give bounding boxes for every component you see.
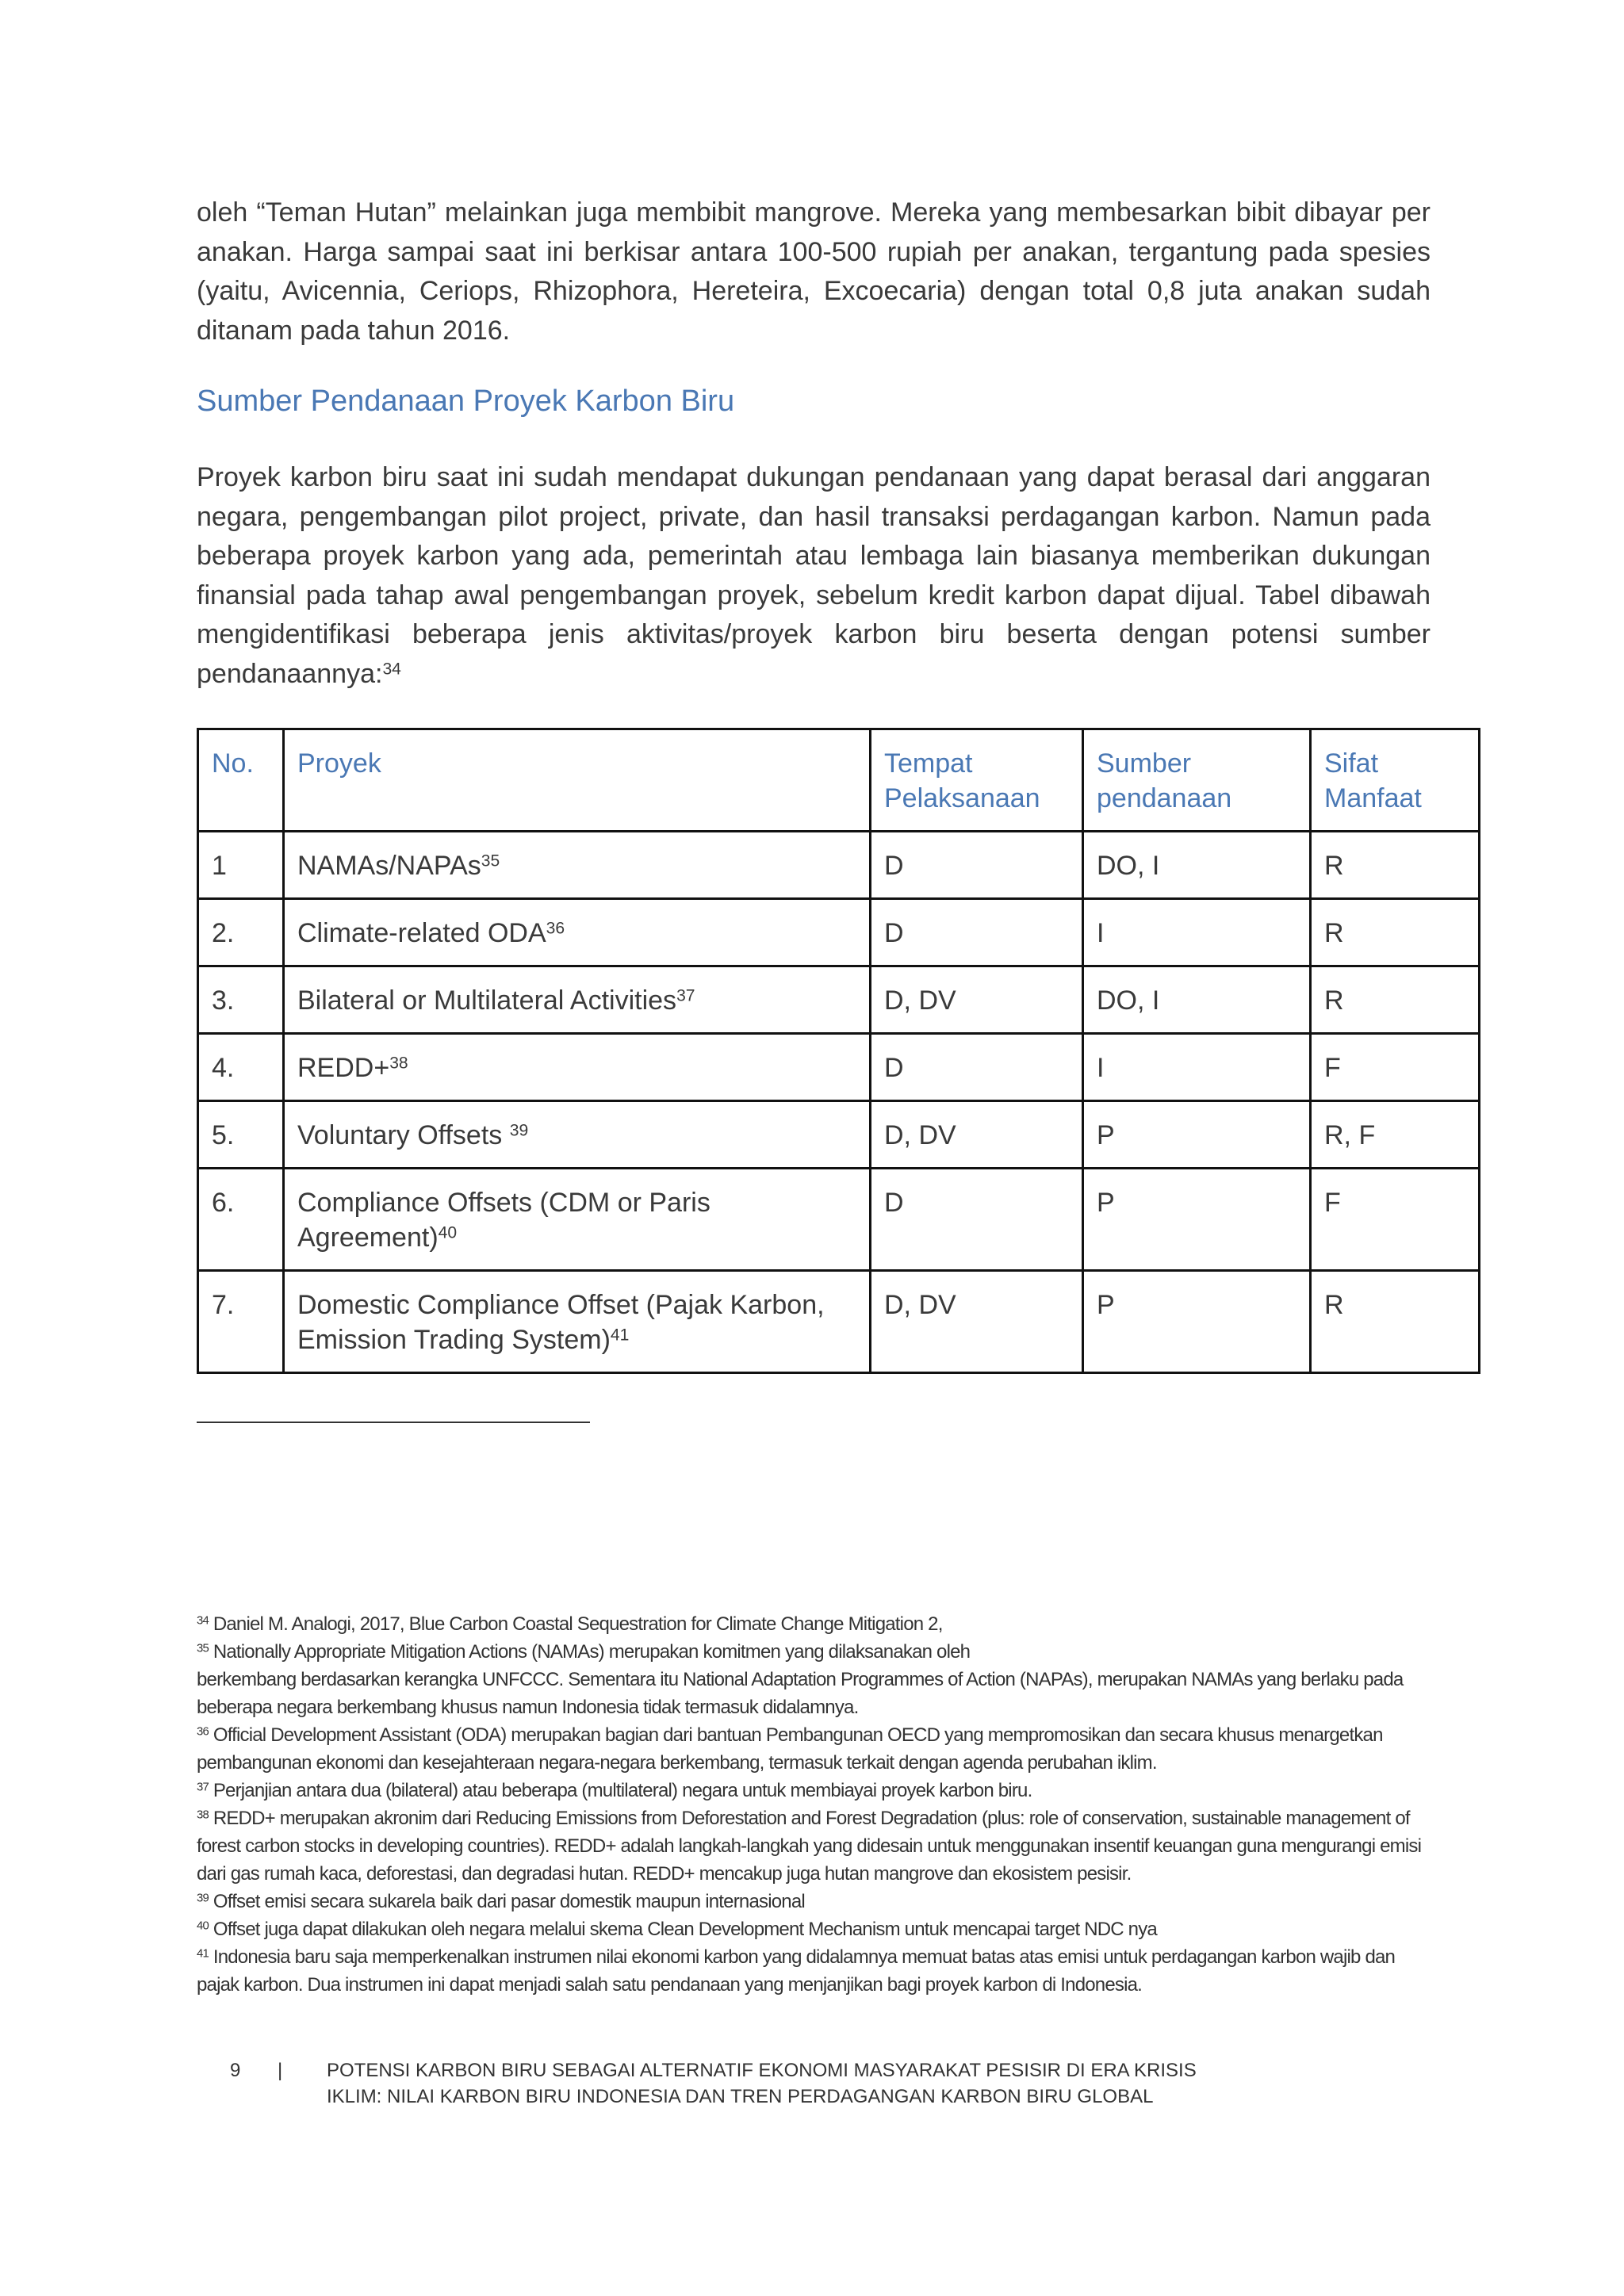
header-sumber: Sumber pendanaan <box>1083 729 1311 832</box>
cell-sifat: R, F <box>1311 1101 1480 1169</box>
footnote-text: Nationally Appropriate Mitigation Actions (NAMAs) merupakan komitmen yang dilaksanakan oleh <box>208 1641 971 1663</box>
cell-no: 1 <box>198 832 284 899</box>
cell-proyek <box>284 832 871 899</box>
intro-paragraph <box>197 193 1431 350</box>
intro-paragraph-text: oleh “Teman Hutan” melainkan juga membibit mangrove. Mereka yang membesarkan bibit dibayar per anakan. Harga sampai saat ini berkisar antara 100-500 rupiah per anakan, tergantung pada spesies (yaitu, Avicennia, Ceriops, Rhizophora, Hereteira, Excoecaria) dengan total 0,8 juta anakan sudah ditanam pada tahun 2016. <box>197 197 1431 346</box>
header-tempat: Tempat Pelaksanaan <box>871 729 1083 832</box>
footnote-ref: 40 <box>438 1223 458 1242</box>
header-proyek: Proyek <box>284 729 871 832</box>
cell-proyek-text: Bilateral or Multilateral Activities <box>297 985 677 1016</box>
footnote-separator <box>197 1422 590 1423</box>
cell-tempat: D <box>871 1169 1083 1271</box>
header-no: No. <box>198 729 284 832</box>
cell-proyek <box>284 899 871 966</box>
cell-sifat: F <box>1311 1169 1480 1271</box>
cell-tempat: D <box>871 832 1083 899</box>
footnote-text: REDD+ merupakan akronim dari Reducing Emissions from Deforestation and Forest Degradation (plus: role of conservation, sustainable management of forest carbon stocks in developing countries). REDD+ adalah langkah-langkah yang didesain untuk menggunakan insentif keuangan guna mengurangi emisi dari gas rumah kaca, deforestasi, dan degradasi hutan. REDD+ mencakup juga hutan mangrove dan ekosistem pesisir. <box>197 1808 1422 1885</box>
cell-proyek <box>284 1034 871 1101</box>
footnote-ref: 39 <box>509 1121 529 1140</box>
footnote <box>197 1610 1431 1638</box>
cell-no: 3. <box>198 966 284 1034</box>
cell-proyek <box>284 1101 871 1169</box>
body-paragraph <box>197 458 1431 694</box>
cell-sifat: R <box>1311 966 1480 1034</box>
table-row <box>198 1169 1480 1271</box>
cell-tempat: D, DV <box>871 966 1083 1034</box>
footnote-number: 37 <box>197 1781 209 1794</box>
footnote <box>197 1915 1431 1943</box>
cell-proyek <box>284 1169 871 1271</box>
footnote-text: Offset juga dapat dilakukan oleh negara melalui skema Clean Development Mechanism untuk mencapai target NDC nya <box>208 1919 1157 1940</box>
footnote-continuation <box>197 1666 1431 1721</box>
cell-tempat: D <box>871 1034 1083 1101</box>
cell-sumber: DO, I <box>1083 966 1311 1034</box>
table-row <box>198 966 1480 1034</box>
cell-sumber: DO, I <box>1083 832 1311 899</box>
funding-table <box>197 728 1480 1374</box>
footnote-ref: 35 <box>481 851 500 871</box>
cell-tempat: D, DV <box>871 1271 1083 1373</box>
section-heading: Sumber Pendanaan Proyek Karbon Biru <box>197 385 735 418</box>
footnote-text: Perjanjian antara dua (bilateral) atau beberapa (multilateral) negara untuk membiayai proyek karbon biru. <box>208 1780 1032 1801</box>
footer-title-line: IKLIM: NILAI KARBON BIRU INDONESIA DAN TREN PERDAGANGAN KARBON BIRU GLOBAL <box>327 2086 1154 2107</box>
footnote-number: 40 <box>197 1919 209 1933</box>
footnote <box>197 1943 1431 1999</box>
footnote-ref: 36 <box>546 919 565 938</box>
cell-sifat: R <box>1311 1271 1480 1373</box>
footnote <box>197 1721 1431 1777</box>
footnote-number: 36 <box>197 1725 209 1739</box>
table-row <box>198 1101 1480 1169</box>
footnote-number: 38 <box>197 1808 209 1822</box>
cell-proyek-text: NAMAs/NAPAs <box>297 851 481 881</box>
cell-proyek <box>284 1271 871 1373</box>
footnote-text: Indonesia baru saja memperkenalkan instrumen nilai ekonomi karbon yang didalamnya memuat batas atas emisi untuk perdagangan karbon wajib dan pajak karbon. Dua instrumen ini dapat menjadi salah satu pendanaan yang menjanjikan bagi proyek karbon di Indonesia. <box>197 1946 1396 1996</box>
cell-sifat: F <box>1311 1034 1480 1101</box>
page-number: 9 <box>230 2060 241 2081</box>
cell-no: 7. <box>198 1271 284 1373</box>
footnote <box>197 1777 1431 1804</box>
cell-proyek-text: Domestic Compliance Offset (Pajak Karbon, Emission Trading System) <box>297 1290 825 1355</box>
cell-no: 5. <box>198 1101 284 1169</box>
table-row <box>198 1271 1480 1373</box>
footnote-number: 34 <box>197 1614 209 1628</box>
footnote-ref: 37 <box>676 986 695 1005</box>
cell-sifat: R <box>1311 899 1480 966</box>
footnote-number: 35 <box>197 1642 209 1655</box>
cell-proyek <box>284 966 871 1034</box>
cell-proyek-text: Voluntary Offsets <box>297 1120 510 1150</box>
cell-sumber: P <box>1083 1271 1311 1373</box>
footnote-text: Official Development Assistant (ODA) merupakan bagian dari bantuan Pembangunan OECD yang mempromosikan dan secara khusus menargetkan pembangunan ekonomi dan kesejahteraan negara-negara berkembang, termasuk terkait dengan agenda perubahan iklim. <box>197 1724 1383 1774</box>
footnote <box>197 1888 1431 1915</box>
cell-proyek-text: Compliance Offsets (CDM or Paris Agreement) <box>297 1188 710 1253</box>
footnote-text: berkembang berdasarkan kerangka UNFCCC. Sementara itu National Adaptation Programmes of Action (NAPAs), merupakan NAMAs yang berlaku pada beberapa negara berkembang khusus namun Indonesia tidak termasuk didalamnya. <box>197 1669 1404 1718</box>
cell-sumber: I <box>1083 899 1311 966</box>
footnote-ref: 41 <box>610 1326 630 1345</box>
footer-separator: | <box>278 2060 283 2081</box>
footnote-number: 39 <box>197 1892 209 1905</box>
cell-no: 6. <box>198 1169 284 1271</box>
header-sifat: Sifat Manfaat <box>1311 729 1480 832</box>
table-row <box>198 1034 1480 1101</box>
footer-title <box>327 2057 1278 2110</box>
footnote <box>197 1804 1431 1888</box>
footnote-ref: 38 <box>389 1054 408 1073</box>
cell-sumber: P <box>1083 1169 1311 1271</box>
footnote-text: Daniel M. Analogi, 2017, Blue Carbon Coastal Sequestration for Climate Change Mitigation 2, <box>208 1613 943 1635</box>
cell-no: 4. <box>198 1034 284 1101</box>
table-row <box>198 899 1480 966</box>
footnote-number: 41 <box>197 1947 209 1961</box>
body-paragraph-text: Proyek karbon biru saat ini sudah mendapat dukungan pendanaan yang dapat berasal dari anggaran negara, pengembangan pilot project, private, dan hasil transaksi perdagangan karbon. Namun pada beberapa proyek karbon yang ada, pemerintah atau lembaga lain biasanya memberikan dukungan finansial pada tahap awal pengembangan proyek, sebelum kredit karbon dapat dijual. Tabel dibawah mengidentifikasi beberapa jenis aktivitas/proyek karbon biru beserta dengan potensi sumber pendanaannya: <box>197 462 1431 689</box>
table-row <box>198 832 1480 899</box>
footnote <box>197 1638 1431 1666</box>
cell-sumber: I <box>1083 1034 1311 1101</box>
cell-proyek-text: REDD+ <box>297 1053 390 1083</box>
cell-sumber: P <box>1083 1101 1311 1169</box>
table-header-row <box>198 729 1480 832</box>
cell-tempat: D <box>871 899 1083 966</box>
cell-no: 2. <box>198 899 284 966</box>
cell-tempat: D, DV <box>871 1101 1083 1169</box>
footnote-ref: 34 <box>382 659 401 678</box>
cell-sifat: R <box>1311 832 1480 899</box>
footer-title-line: POTENSI KARBON BIRU SEBAGAI ALTERNATIF EKONOMI MASYARAKAT PESISIR DI ERA KRISIS <box>327 2060 1197 2081</box>
cell-proyek-text: Climate-related ODA <box>297 918 546 948</box>
footnote-text: Offset emisi secara sukarela baik dari pasar domestik maupun internasional <box>208 1891 805 1912</box>
footnotes <box>197 1610 1431 1999</box>
